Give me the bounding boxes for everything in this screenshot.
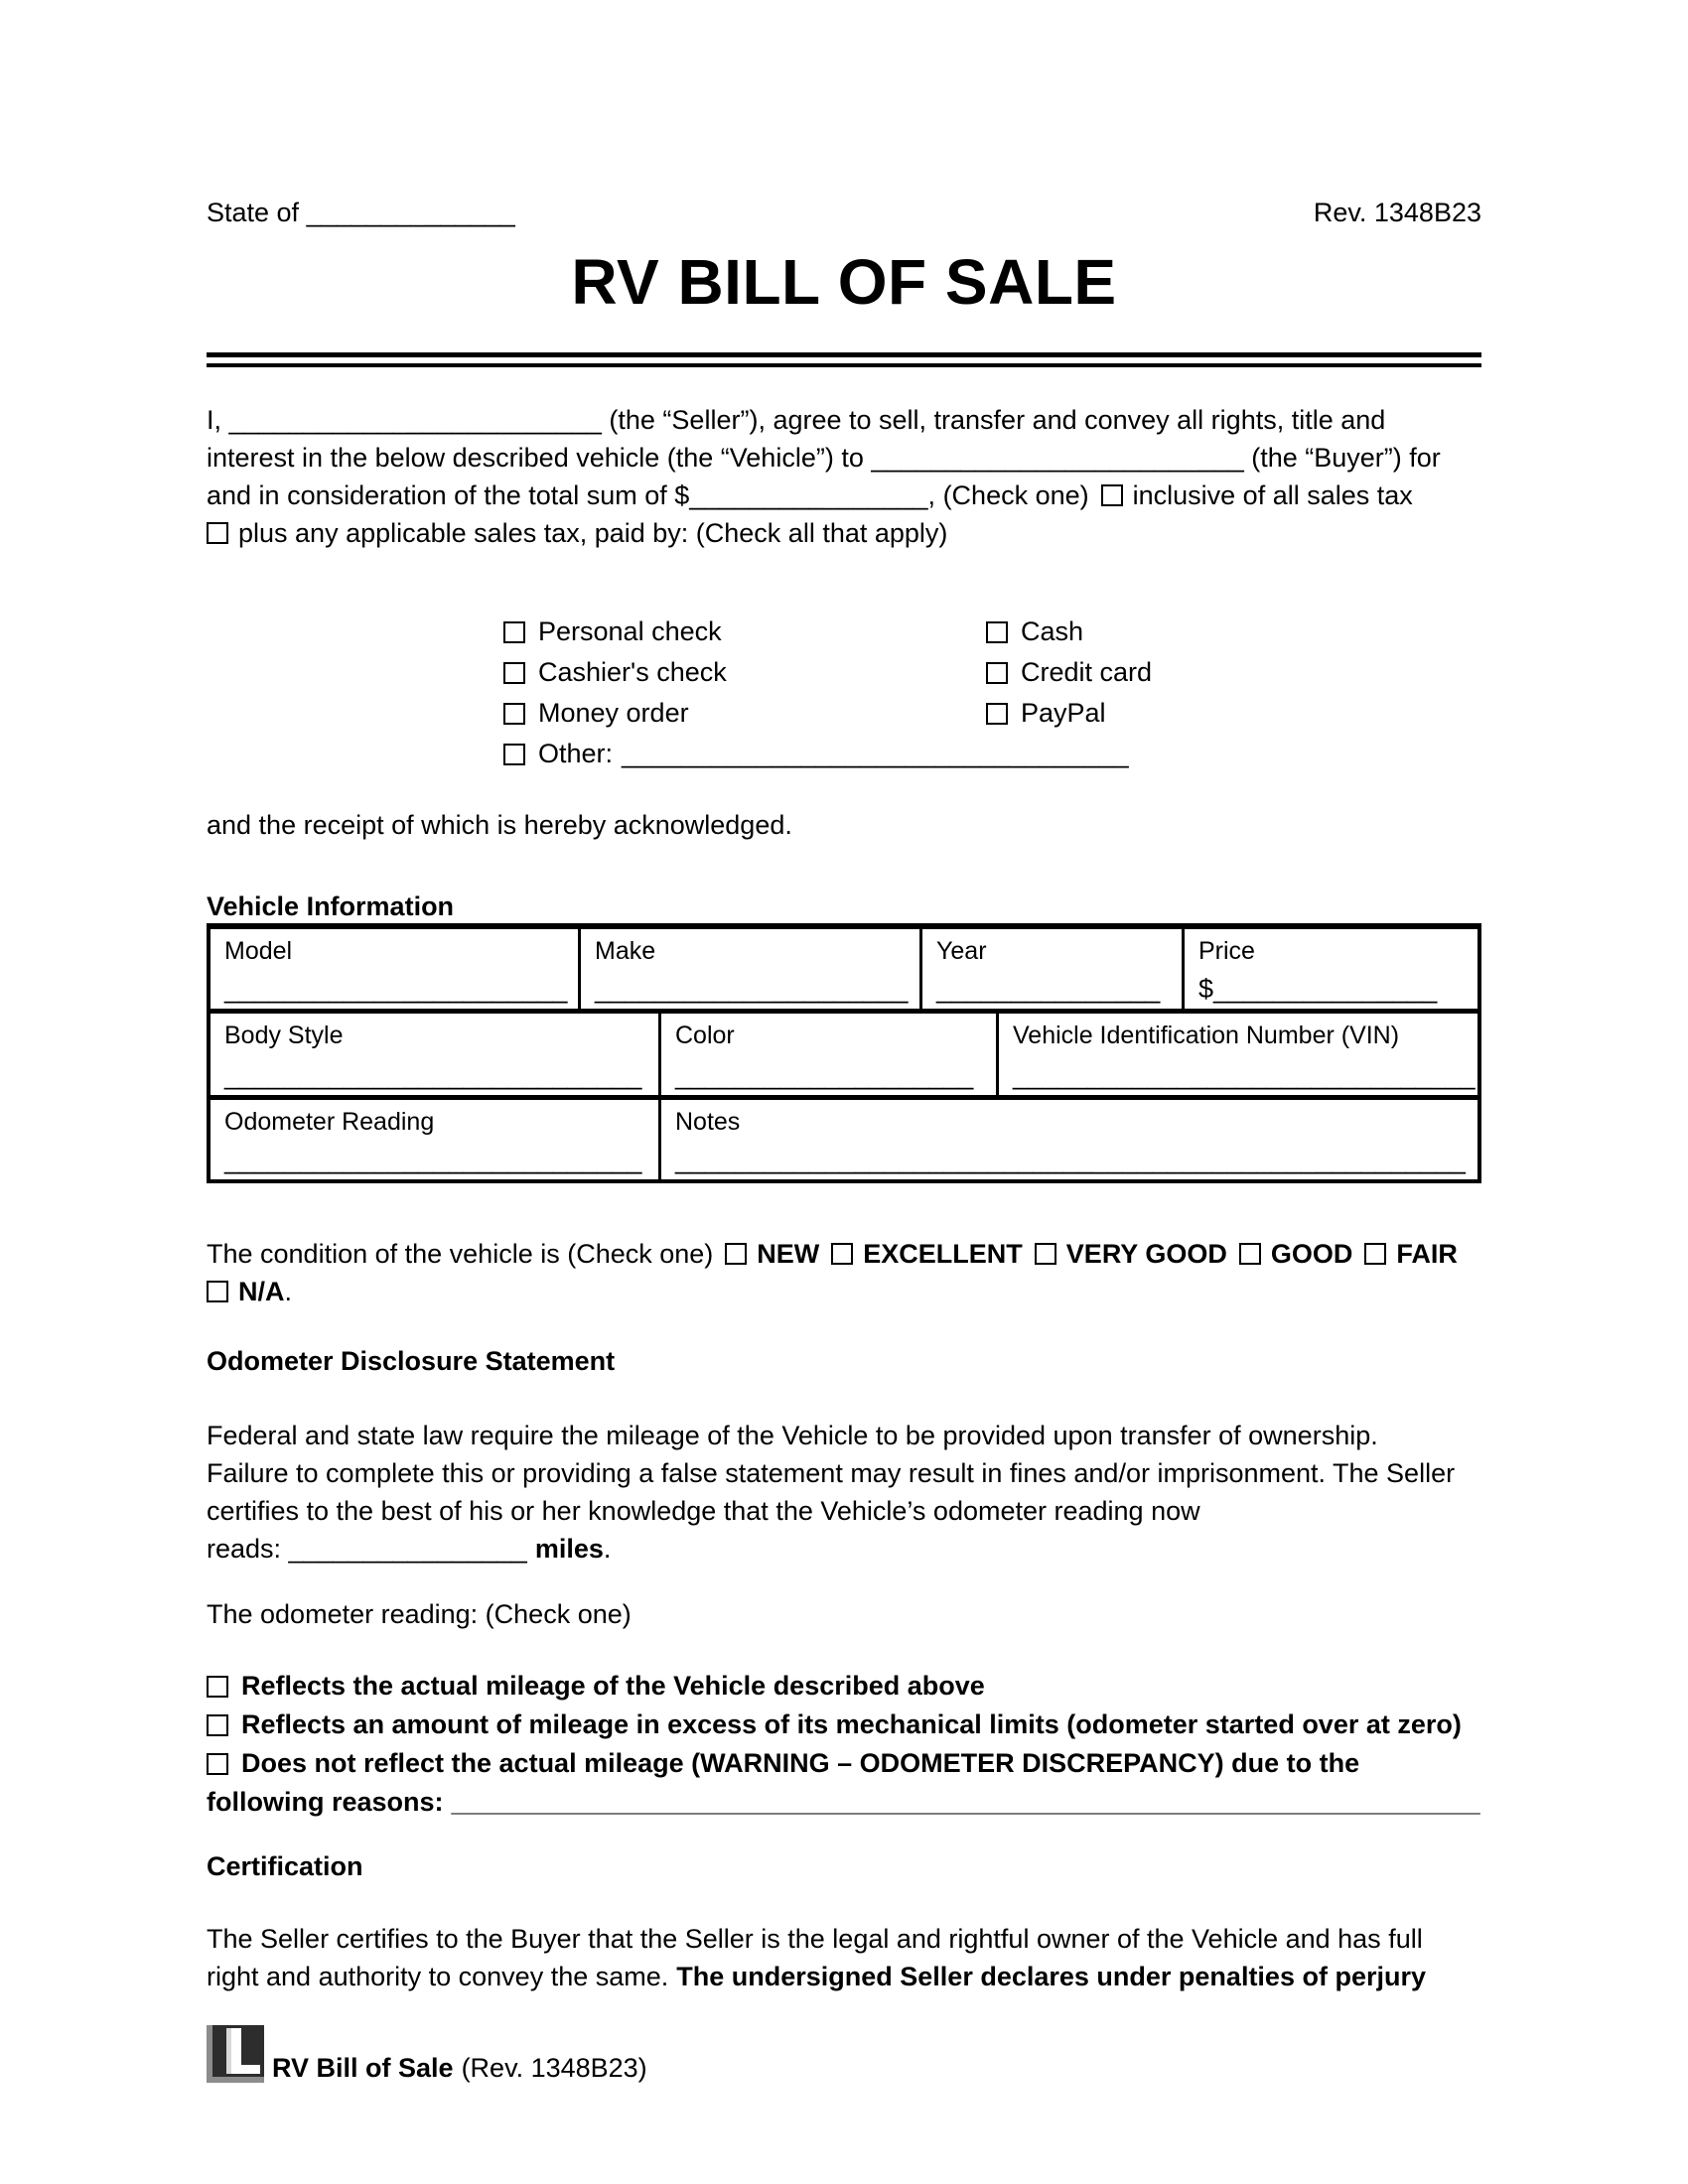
condition-very-good-checkbox[interactable]: [1035, 1243, 1056, 1265]
odometer-reading-blank[interactable]: ____________________________: [224, 1145, 642, 1174]
money-order-label: Money order: [538, 698, 689, 728]
intro-line-3-text: and in consideration of the total sum of $________________, (Check one): [207, 480, 1089, 510]
intro-line-4: [207, 514, 1481, 552]
paypal-checkbox[interactable]: [986, 703, 1008, 725]
payment-option-personal-check: [503, 616, 986, 647]
plus-sales-tax-label: plus any applicable sales tax, paid by: (Check all that apply): [238, 518, 948, 548]
vehicle-information-heading: Vehicle Information: [207, 891, 455, 921]
condition-na-label: N/A: [238, 1277, 285, 1306]
table-row: [211, 929, 1477, 1009]
personal-check-label: Personal check: [538, 616, 722, 646]
state-of-line: State of ______________: [207, 198, 515, 227]
color-label: Color: [675, 1022, 735, 1049]
payment-methods-list: [503, 612, 1481, 774]
payment-row: [503, 652, 1481, 693]
odometer-reasons-line: [207, 1783, 1481, 1822]
odometer-discrepancy-checkbox[interactable]: [207, 1753, 228, 1775]
price-blank[interactable]: $_______________: [1198, 974, 1438, 1004]
odometer-option-discrepancy: [207, 1744, 1481, 1783]
following-reasons-label: following reasons:: [207, 1787, 444, 1817]
odometer-reading-label: Odometer Reading: [224, 1108, 435, 1136]
payment-option-cashiers-check: [503, 657, 986, 688]
condition-na-checkbox[interactable]: [207, 1281, 228, 1302]
odometer-actual-checkbox[interactable]: [207, 1676, 228, 1698]
body-style-blank[interactable]: ____________________________: [224, 1060, 642, 1090]
page-footer: [207, 2025, 1481, 2083]
condition-fair-checkbox[interactable]: [1364, 1243, 1386, 1265]
certification-line-2-text: right and authority to convey the same.: [207, 1962, 669, 1991]
inclusive-sales-tax-checkbox[interactable]: [1101, 484, 1123, 506]
page-title: RV BILL OF SALE: [571, 246, 1117, 318]
condition-line-2: [207, 1273, 1481, 1310]
odometer-reads-blank[interactable]: reads: ________________: [207, 1534, 527, 1564]
certification-heading: Certification: [207, 1851, 363, 1881]
condition-new-label: NEW: [757, 1239, 820, 1269]
inclusive-sales-tax-label: inclusive of all sales tax: [1132, 480, 1413, 510]
odometer-reads-line: [207, 1530, 1481, 1568]
condition-very-good-label: VERY GOOD: [1065, 1239, 1227, 1269]
odometer-discrepancy-label: Does not reflect the actual mileage (WARNING – ODOMETER DISCREPANCY) due to the: [241, 1748, 1360, 1778]
credit-card-label: Credit card: [1021, 657, 1153, 687]
document-header: [207, 0, 1481, 226]
other-label: Other:: [538, 739, 614, 768]
condition-new-checkbox[interactable]: [725, 1243, 747, 1265]
legal-templates-logo-icon: [207, 2025, 264, 2083]
payment-option-money-order: [503, 698, 986, 729]
cash-label: Cash: [1021, 616, 1084, 646]
receipt-acknowledgement-line: and the receipt of which is hereby acknowledged.: [207, 810, 792, 840]
odometer-excess-label: Reflects an amount of mileage in excess of its mechanical limits (odometer started over at zero): [241, 1709, 1462, 1739]
intro-line-3: [207, 477, 1481, 514]
title-divider: [207, 352, 1481, 367]
odometer-reading-cell: [211, 1100, 658, 1179]
body-style-cell: [211, 1014, 658, 1095]
payment-option-other: [503, 739, 1129, 769]
color-cell: [658, 1014, 996, 1095]
condition-good-checkbox[interactable]: [1239, 1243, 1261, 1265]
condition-statement: [207, 1235, 1481, 1310]
price-cell: [1182, 929, 1477, 1009]
payment-option-credit-card: [986, 657, 1152, 688]
payment-option-cash: [986, 616, 1083, 647]
body-style-label: Body Style: [224, 1022, 344, 1049]
other-checkbox[interactable]: [503, 744, 525, 765]
footer-revision: (Rev. 1348B23): [461, 2053, 647, 2083]
footer-text: [272, 2053, 647, 2083]
vin-cell: [996, 1014, 1477, 1095]
condition-excellent-checkbox[interactable]: [831, 1243, 853, 1265]
money-order-checkbox[interactable]: [503, 703, 525, 725]
personal-check-checkbox[interactable]: [503, 621, 525, 643]
intro-paragraph: [207, 401, 1481, 552]
intro-line-2: interest in the below described vehicle (the “Vehicle”) to _________________________ (the “Buyer”) for: [207, 443, 1441, 473]
odometer-options-list: [207, 1667, 1481, 1822]
notes-blank[interactable]: _____________________________________________________: [675, 1145, 1466, 1174]
reasons-blank[interactable]: _____________________________________________________________________: [451, 1787, 1480, 1817]
paypal-label: PayPal: [1021, 698, 1106, 728]
odometer-paragraph-line-3: certifies to the best of his or her knowledge that the Vehicle’s odometer reading now: [207, 1496, 1200, 1526]
table-row: [211, 1095, 1477, 1179]
condition-line-1: [207, 1235, 1481, 1273]
year-label: Year: [936, 937, 987, 965]
condition-prefix: The condition of the vehicle is (Check one): [207, 1239, 714, 1269]
odometer-disclosure-heading: Odometer Disclosure Statement: [207, 1346, 616, 1376]
credit-card-checkbox[interactable]: [986, 662, 1008, 684]
odometer-excess-checkbox[interactable]: [207, 1714, 228, 1736]
payment-row: [503, 612, 1481, 652]
cashiers-check-checkbox[interactable]: [503, 662, 525, 684]
miles-period: .: [603, 1534, 612, 1564]
condition-fair-label: FAIR: [1396, 1239, 1458, 1269]
year-blank[interactable]: _______________: [936, 974, 1161, 1004]
odometer-check-intro: The odometer reading: (Check one): [207, 1599, 632, 1629]
vehicle-information-table: [207, 923, 1481, 1183]
condition-suffix: .: [284, 1277, 293, 1306]
plus-sales-tax-checkbox[interactable]: [207, 522, 228, 544]
cash-checkbox[interactable]: [986, 621, 1008, 643]
model-cell: [211, 929, 578, 1009]
payment-option-paypal: [986, 698, 1106, 729]
odometer-paragraph-line-1: Federal and state law require the mileage of the Vehicle to be provided upon transfer of ownership.: [207, 1421, 1378, 1450]
vin-blank[interactable]: _______________________________: [1013, 1060, 1476, 1090]
intro-line-1: I, _________________________ (the “Seller”), agree to sell, transfer and convey all rights, title and: [207, 405, 1386, 435]
table-row: [211, 1009, 1477, 1095]
payment-row: [503, 693, 1481, 734]
vin-label: Vehicle Identification Number (VIN): [1013, 1022, 1400, 1049]
certification-line-1: The Seller certifies to the Buyer that the Seller is the legal and rightful owner of the Vehicle and has full: [207, 1924, 1423, 1954]
cashiers-check-label: Cashier's check: [538, 657, 727, 687]
make-label: Make: [595, 937, 656, 965]
perjury-declaration-text: The undersigned Seller declares under penalties of perjury: [676, 1962, 1426, 1991]
footer-brand: RV Bill of Sale: [272, 2053, 454, 2083]
model-label: Model: [224, 937, 293, 965]
odometer-paragraph-line-2: Failure to complete this or providing a false statement may result in fines and/or imprisonment. The Seller: [207, 1458, 1456, 1488]
notes-label: Notes: [675, 1108, 741, 1136]
odometer-actual-label: Reflects the actual mileage of the Vehicle described above: [241, 1671, 985, 1701]
make-blank[interactable]: _____________________: [595, 974, 909, 1004]
color-blank[interactable]: ____________________: [675, 1060, 974, 1090]
revision-label: Rev. 1348B23: [1313, 198, 1481, 227]
price-label: Price: [1198, 937, 1255, 965]
other-blank[interactable]: __________________________________: [622, 739, 1129, 768]
notes-cell: [658, 1100, 1477, 1179]
odometer-option-excess: [207, 1706, 1481, 1744]
payment-row: [503, 734, 1481, 774]
miles-label: miles: [534, 1534, 604, 1564]
model-blank[interactable]: _______________________: [224, 974, 568, 1004]
certification-line-2: [207, 1958, 1481, 1995]
certification-paragraph: [207, 1920, 1481, 1995]
odometer-option-actual: [207, 1667, 1481, 1706]
condition-excellent-label: EXCELLENT: [863, 1239, 1023, 1269]
year-cell: [919, 929, 1182, 1009]
odometer-disclosure-paragraph: [207, 1417, 1481, 1568]
condition-good-label: GOOD: [1270, 1239, 1353, 1269]
make-cell: [578, 929, 919, 1009]
